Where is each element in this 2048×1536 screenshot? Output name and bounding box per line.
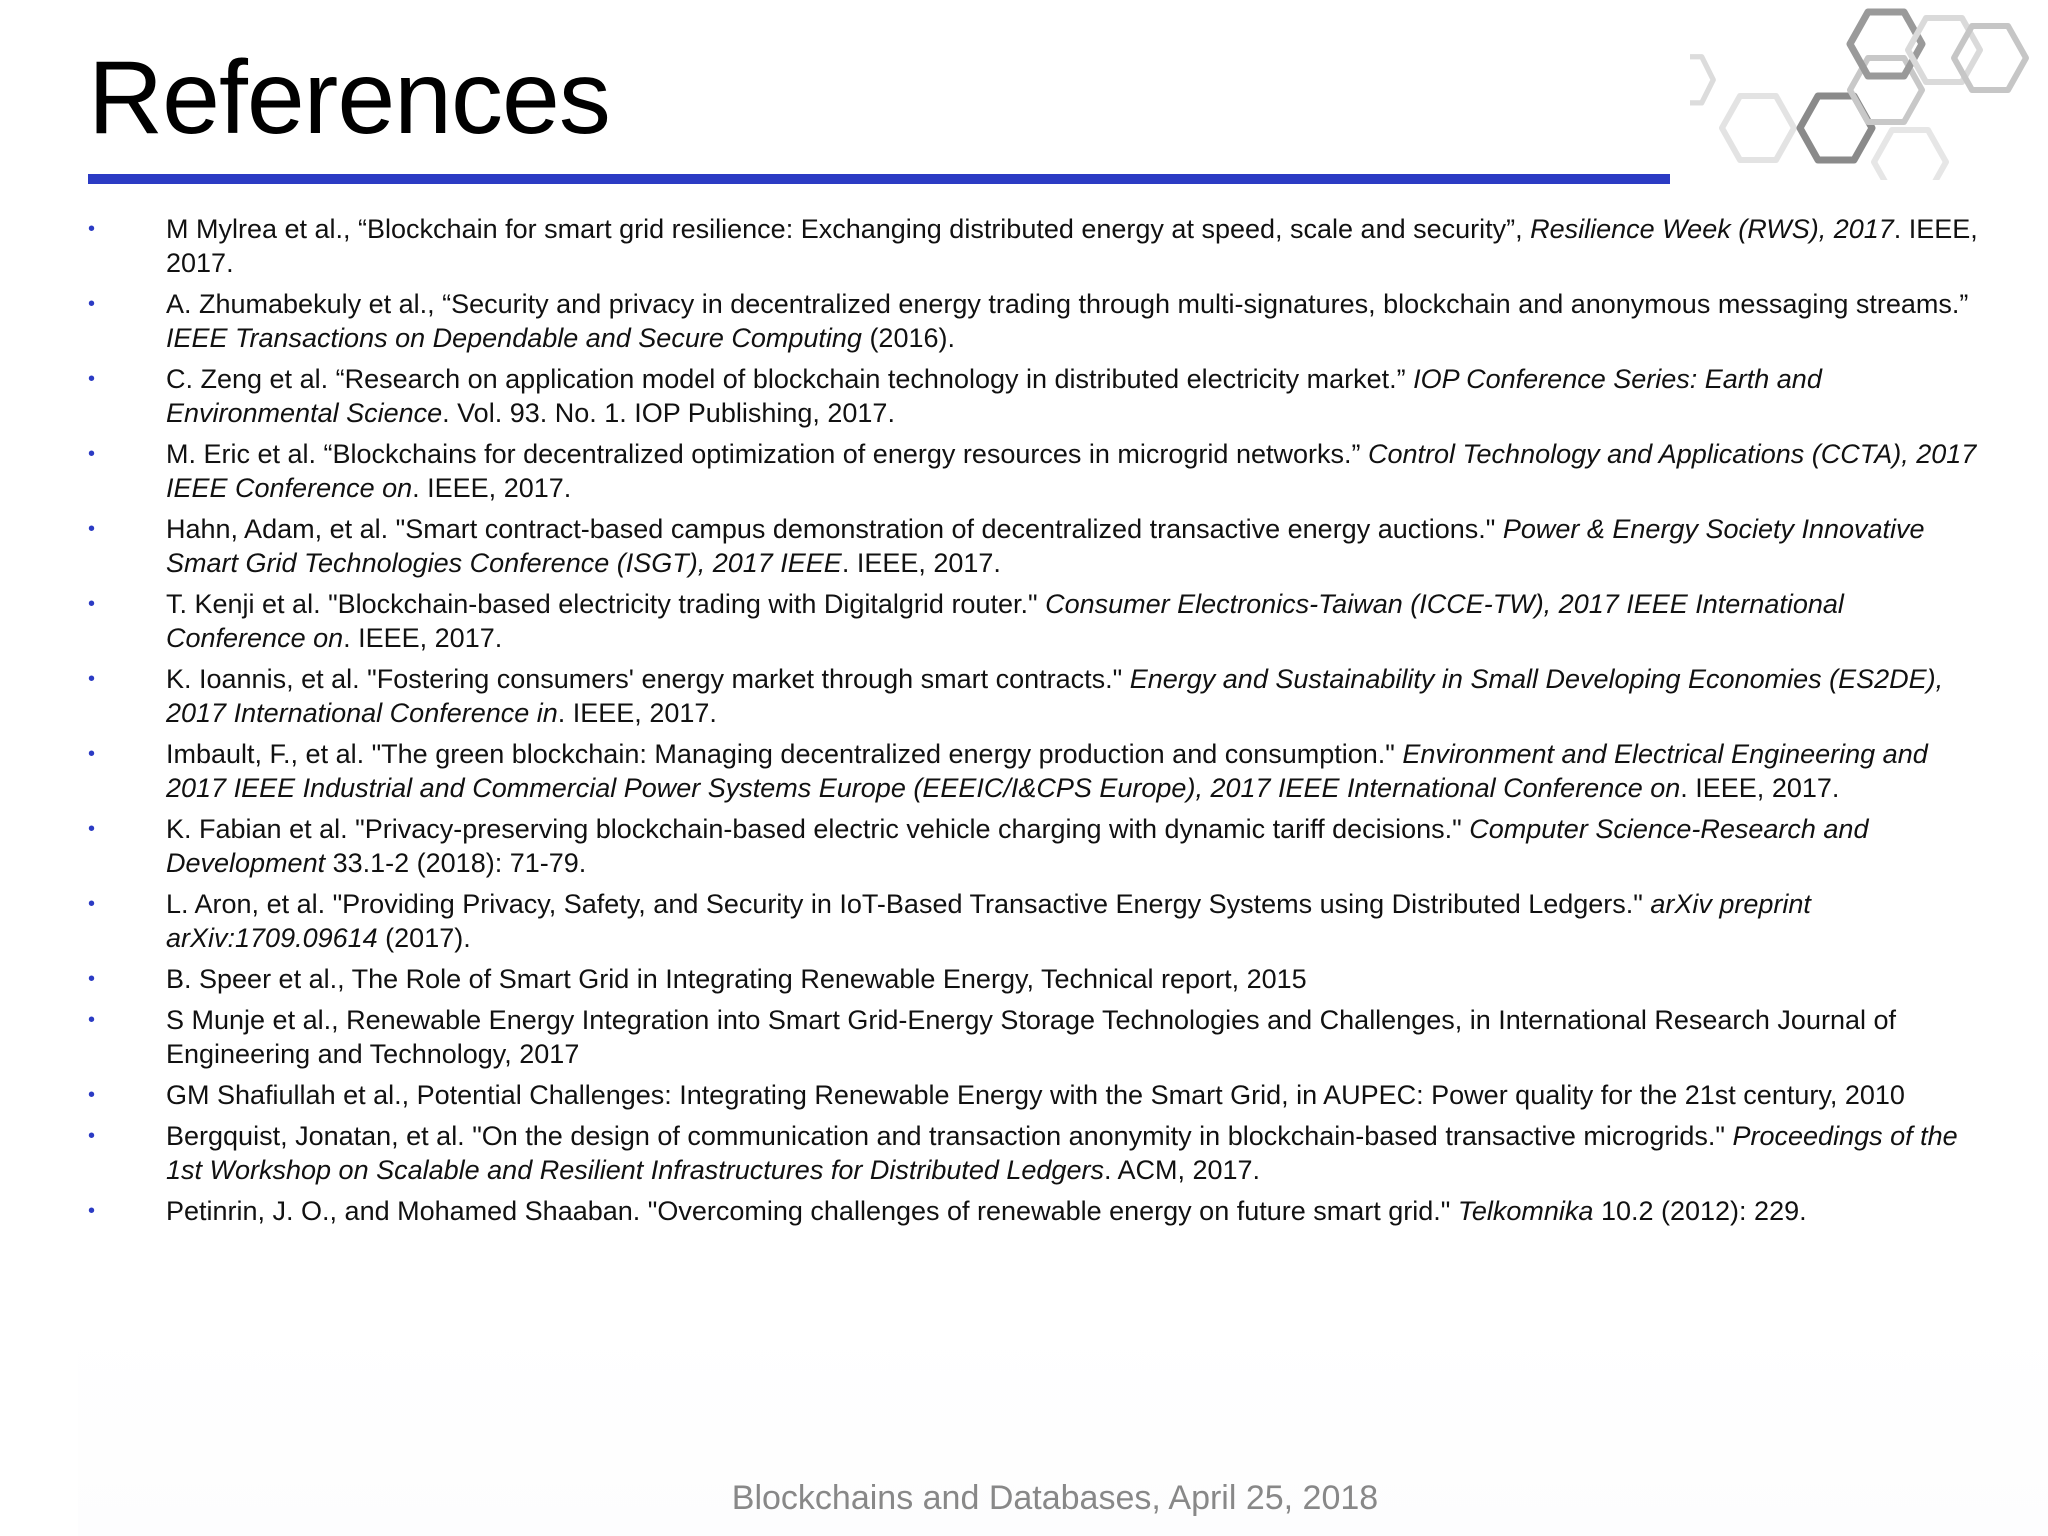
list-item: [88, 512, 1988, 580]
list-item: [88, 812, 1988, 880]
list-item: [88, 362, 1988, 430]
reference-venue: Consumer Electronics-Taiwan (ICCE-TW), 2017 IEEE International Conference on: [166, 589, 1844, 653]
reference-text: A. Zhumabekuly et al., “Security and privacy in decentralized energy trading through multi-signatures, blockchain and anonymous messaging streams.”: [166, 289, 1969, 319]
reference-venue: Computer Science-Research and Development: [166, 814, 1869, 878]
hexagon-cluster-icon: [1690, 0, 2048, 180]
list-item: [88, 1003, 1988, 1071]
reference-venue: Control Technology and Applications (CCTA), 2017 IEEE Conference on: [166, 439, 1977, 503]
reference-text: M. Eric et al. “Blockchains for decentralized optimization of energy resources in microgrid networks.”: [166, 439, 1368, 469]
bullet-icon: •: [88, 968, 96, 990]
list-item: [88, 287, 1988, 355]
list-item: [88, 212, 1988, 280]
reference-venue: arXiv preprint arXiv:1709.09614: [166, 889, 1811, 953]
bullet-icon: •: [88, 443, 96, 465]
bullet-icon: •: [88, 893, 96, 915]
reference-text: B. Speer et al., The Role of Smart Grid in Integrating Renewable Energy, Technical report, 2015: [166, 964, 1307, 994]
list-item: [88, 1078, 1988, 1112]
reference-venue: Resilience Week (RWS), 2017: [1530, 214, 1894, 244]
hexagon-outline-icon: [1722, 96, 1794, 160]
reference-text: T. Kenji et al. "Blockchain-based electricity trading with Digitalgrid router.": [166, 589, 1046, 619]
reference-tail: (2017).: [377, 923, 471, 953]
reference-text: GM Shafiullah et al., Potential Challenges: Integrating Renewable Energy with the Smart Grid, in AUPEC: Power quality for the 21st century, 2010: [166, 1080, 1905, 1110]
reference-venue: Proceedings of the 1st Workshop on Scalable and Resilient Infrastructures for Distributed Ledgers: [166, 1121, 1958, 1185]
reference-venue: Environment and Electrical Engineering and 2017 IEEE Industrial and Commercial Power Systems Europe (EEEIC/I&CPS Europe), 2017 IEEE International Conference on: [166, 739, 1928, 803]
reference-venue: Energy and Sustainability in Small Developing Economies (ES2DE), 2017 International Conference in: [166, 664, 1944, 728]
reference-text: Petinrin, J. O., and Mohamed Shaaban. "Overcoming challenges of renewable energy on future smart grid.": [166, 1196, 1458, 1226]
reference-tail: . IEEE, 2017.: [343, 623, 503, 653]
list-item: [88, 1119, 1988, 1187]
hexagon-outline-icon: [1874, 130, 1946, 180]
page-title: References: [88, 40, 610, 156]
bullet-icon: •: [88, 1009, 96, 1031]
bullet-icon: •: [88, 218, 96, 240]
bullet-icon: •: [88, 743, 96, 765]
reference-tail: . IEEE, 2017.: [841, 548, 1001, 578]
reference-text: M Mylrea et al., “Blockchain for smart grid resilience: Exchanging distributed energy at speed, scale and security”,: [166, 214, 1531, 244]
reference-text: C. Zeng et al. “Research on application model of blockchain technology in distributed electricity market.”: [166, 364, 1414, 394]
reference-tail: . IEEE, 2017.: [412, 473, 572, 503]
list-item: [88, 1194, 1988, 1228]
bullet-icon: •: [88, 518, 96, 540]
list-item: [88, 587, 1988, 655]
reference-text: Hahn, Adam, et al. "Smart contract-based campus demonstration of decentralized transactive energy auctions.": [166, 514, 1503, 544]
reference-venue: IEEE Transactions on Dependable and Secure Computing: [166, 323, 862, 353]
reference-tail: . ACM, 2017.: [1103, 1155, 1261, 1185]
slide-footer: Blockchains and Databases, April 25, 2018: [731, 1479, 1379, 1517]
reference-tail: 33.1-2 (2018): 71-79.: [325, 848, 587, 878]
reference-tail: . IEEE, 2017.: [557, 698, 717, 728]
list-item: [88, 737, 1988, 805]
reference-list: [88, 212, 1988, 1235]
bullet-icon: •: [88, 593, 96, 615]
bullet-icon: •: [88, 668, 96, 690]
reference-text: S Munje et al., Renewable Energy Integration into Smart Grid-Energy Storage Technologies and Challenges, in International Research Journal of Engineering and Technology, 2017: [166, 1005, 1897, 1069]
reference-venue: Telkomnika: [1457, 1196, 1594, 1226]
bullet-icon: •: [88, 1125, 96, 1147]
list-item: [88, 962, 1988, 996]
title-underline: [88, 174, 1670, 184]
reference-tail: . Vol. 93. No. 1. IOP Publishing, 2017.: [442, 398, 895, 428]
reference-venue: IOP Conference Series: Earth and Environmental Science: [166, 364, 1822, 428]
hexagon-outline-icon: [1954, 26, 2026, 90]
reference-text: Bergquist, Jonatan, et al. "On the design of communication and transaction anonymity in blockchain-based transactive microgrids.": [166, 1121, 1733, 1151]
reference-tail: 10.2 (2012): 229.: [1593, 1196, 1807, 1226]
bullet-icon: •: [88, 818, 96, 840]
reference-text: K. Ioannis, et al. "Fostering consumers' energy market through smart contracts.": [166, 664, 1130, 694]
bullet-icon: •: [88, 1084, 96, 1106]
bullet-icon: •: [88, 1200, 96, 1222]
reference-text: Imbault, F., et al. "The green blockchain: Managing decentralized energy production and consumption.": [166, 739, 1403, 769]
list-item: [88, 887, 1988, 955]
list-item: [88, 662, 1988, 730]
hexagon-outline-icon: [1690, 57, 1713, 103]
list-item: [88, 437, 1988, 505]
reference-tail: (2016).: [861, 323, 955, 353]
bullet-icon: •: [88, 368, 96, 390]
reference-tail: . IEEE, 2017.: [166, 214, 1978, 278]
reference-venue: Power & Energy Society Innovative Smart Grid Technologies Conference (ISGT), 2017 IEEE: [166, 514, 1925, 578]
reference-text: L. Aron, et al. "Providing Privacy, Safety, and Security in IoT-Based Transactive Energy Systems using Distributed Ledgers.": [166, 889, 1651, 919]
reference-tail: . IEEE, 2017.: [1680, 773, 1840, 803]
reference-text: K. Fabian et al. "Privacy-preserving blockchain-based electric vehicle charging with dynamic tariff decisions.": [166, 814, 1470, 844]
bullet-icon: •: [88, 293, 96, 315]
